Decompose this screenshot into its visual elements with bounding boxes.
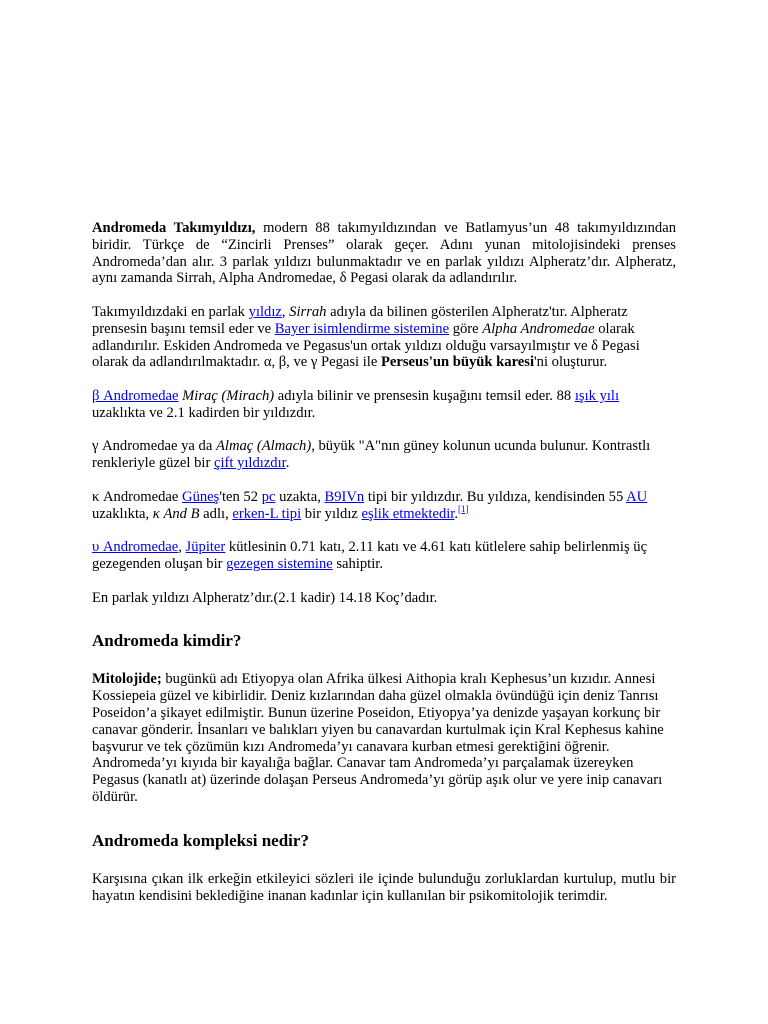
mirach-name: Miraç (Mirach)	[182, 387, 275, 404]
text-run: .	[454, 505, 459, 522]
complex-paragraph: Karşısına çıkan ilk erkeğin etkileyici sözleri ile içinde bulunduğu zorluklardan kurtulup, mutlu bir hayatın kendisini beklediğine inanan kadınlar için kullanılan bir psikomitolojik terimdir.	[92, 870, 676, 904]
text-run: 'ten 52	[219, 488, 262, 505]
mythology-label: Mitolojide;	[92, 671, 162, 688]
sirrah-name: Sirrah	[289, 303, 327, 320]
text-run: , büyük "A"nın güney kolunun ucunda bulunur. Kontrastlı renkleriyle güzel bir	[92, 438, 651, 472]
link-sun[interactable]: Güneş	[182, 488, 220, 505]
mythology-text: bugünkü adı Etiyopya olan Afrika ülkesi Aithopia kralı Kephesus’un kızıdır. Annesi Kossiepeia güzel ve kibirlidir. Deniz kızlarından daha güzel olmakla övündüğü için deniz Tanrısı Poseidon’a şikayet edilmiştir. Bunun üzerine Poseidon, Etiyopya’ya denizde yaşayan korkunç bir canavar gönderir. İnsanları ve balıkları yiyen bu canavardan kurtulmak için Kral Kephesus kahine başvurur ve tek çözümün kızı Andromeda’yı canavara kurban etmesi gerektiğini öğrenir. Andromeda’yı kıyıda bir kayalığa bağlar. Canavar tam Andromeda’yı parçalamak üzereyken Pegasus (kanatlı at) üzerinde dolaşan Perseus Andromeda’yı görüp aşık olur ve yere inip canavarı öldürür.	[92, 671, 664, 805]
alpheratz-paragraph	[92, 304, 676, 371]
link-astronomical-unit[interactable]: AU	[626, 488, 648, 505]
heading-andromeda-complex: Andromeda kompleksi nedir?	[92, 830, 309, 850]
text-run: uzaklıkta,	[92, 505, 153, 522]
reference-link[interactable]: [1]	[458, 503, 469, 514]
link-upsilon-andromedae[interactable]: υ Andromedae	[92, 539, 179, 556]
brightest-star-paragraph: En parlak yıldızı Alpheratz’dır.(2.1 kadir) 14.18 Koç’dadır.	[92, 589, 438, 606]
link-b9ivn[interactable]: B9IVn	[324, 488, 365, 505]
text-run: Takımyıldızdaki en parlak	[92, 303, 249, 320]
text-run: sahiptir.	[332, 555, 383, 572]
link-star[interactable]: yıldız	[248, 303, 282, 320]
heading-who-is-andromeda: Andromeda kimdir?	[92, 631, 242, 651]
text-run: uzakta,	[275, 488, 325, 505]
text-run: kütlesinin 0.71 katı, 2.11 katı ve 4.61 katı kütlelere sahip belirlenmiş üç gezegenden oluşan bir	[92, 539, 648, 572]
text-run: ,	[178, 539, 186, 556]
link-parsec[interactable]: pc	[261, 488, 276, 505]
intro-paragraph	[92, 220, 676, 287]
upsilon-paragraph	[92, 539, 676, 573]
intro-text: modern 88 takımyıldızından ve Batlamyus’un 48 takımyıldızından biridir. Türkçe de “Zincirli Prenses” olarak geçer. Adını yunan mitolojisindeki prenses Andromeda’dan alır. 3 parlak yıldızı bulunmaktadır ve en parlak yıldızı Alpheratz’dır. Alpheratz, aynı zamanda Sirrah, Alpha Andromedae, δ Pegasi olarak da adlandırılır.	[92, 220, 676, 287]
kappa-paragraph	[92, 489, 676, 523]
link-light-year[interactable]: ışık yılı	[574, 387, 620, 404]
almach-paragraph	[92, 438, 676, 472]
link-planetary-system[interactable]: gezegen sistemine	[226, 555, 333, 572]
link-bayer-designation[interactable]: Bayer isimlendirme sistemine	[274, 320, 450, 337]
constellation-name: Andromeda Takımyıldızı,	[92, 220, 256, 236]
link-double-star[interactable]: çift yıldızdır	[213, 455, 286, 472]
link-jupiter[interactable]: Jüpiter	[185, 539, 226, 556]
link-early-l-type[interactable]: erken-L tipi	[232, 505, 302, 522]
text-run: adlı,	[199, 505, 233, 522]
text-run: adıyla da bilinen gösterilen Alpheratz'tır. Alpheratz prensesin başını temsil eder ve	[92, 303, 628, 337]
text-run: κ Andromedae	[92, 488, 183, 505]
mythology-paragraph	[92, 671, 676, 805]
text-run: 'ni oluşturur.	[534, 354, 608, 371]
text-run: uzaklıkta ve 2.1 kadirden bir yıldızdır.	[92, 404, 316, 421]
text-run: adıyla bilinir ve prensesin kuşağını temsil eder. 88	[274, 387, 575, 404]
almach-name: Almaç (Almach)	[215, 438, 312, 455]
mirach-paragraph	[92, 388, 676, 422]
text-run: olarak adlandırılır. Eskiden Andromeda ve Pegasus'un ortak yıldızı olduğu varsayılmıştır ve δ Pegasi olarak da adlandırılmaktadır. α, β, ve γ Pegasi ile	[92, 320, 640, 371]
text-run: .	[285, 455, 290, 472]
link-companion[interactable]: eşlik etmektedir	[361, 505, 455, 522]
text-run: göre	[449, 320, 483, 337]
great-square-term: Perseus'un büyük karesi	[381, 354, 535, 371]
text-run: tipi bir yıldızdır. Bu yıldıza, kendisinden 55	[364, 488, 627, 505]
text-run: γ Andromedae ya da	[92, 438, 216, 455]
document-body	[92, 220, 676, 921]
text-run: bir yıldız	[301, 505, 362, 522]
link-beta-andromedae[interactable]: β Andromedae	[92, 387, 179, 404]
text-run: ,	[281, 303, 290, 320]
kappa-and-b-name: κ And B	[152, 505, 200, 522]
alpha-andromedae-name: Alpha Andromedae	[482, 320, 595, 337]
